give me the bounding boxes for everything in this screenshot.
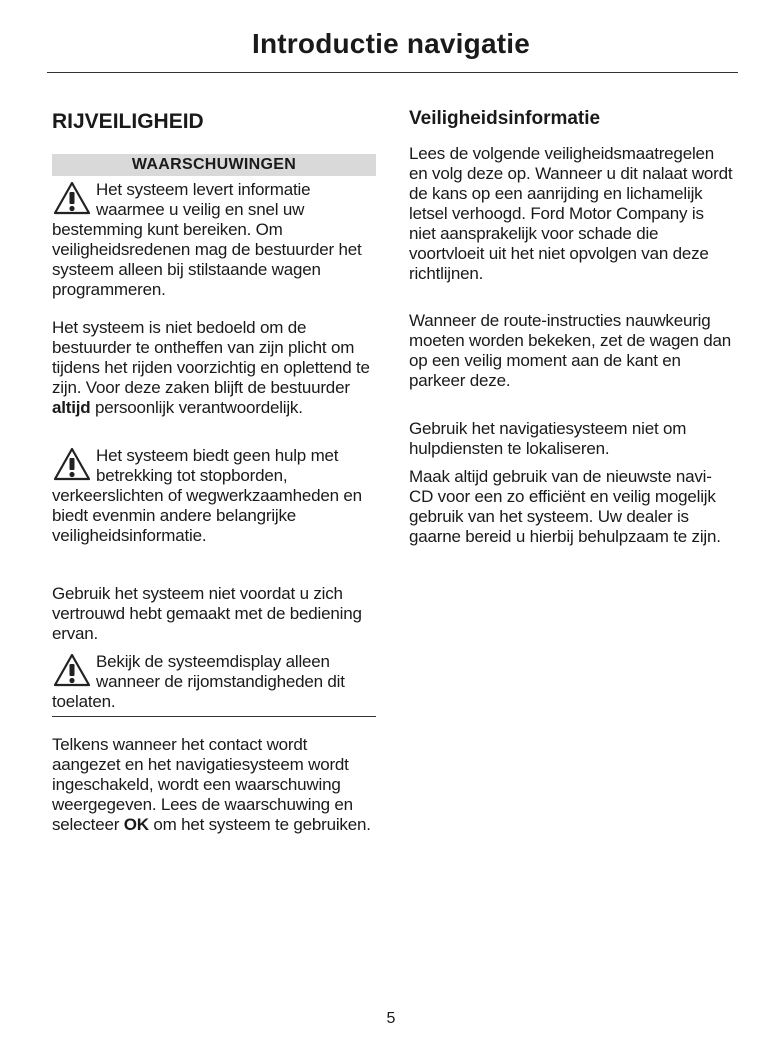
warning-block-2 [52, 446, 376, 546]
paragraph-navi-cd [409, 467, 734, 547]
warning-triangle-icon [52, 652, 92, 688]
para1-text-after: persoonlijk verantwoordelijk. [90, 398, 303, 417]
page-number: 5 [386, 1010, 396, 1027]
paragraph-route-instructions [409, 311, 734, 391]
paragraph-emergency-services [409, 419, 734, 459]
paragraph-safety-measures-text: Lees de volgende veiligheidsmaatregelen en volg deze op. Wanneer u dit nalaat wordt de kans op een aanrijding en lichamelijk letsel verhoogd. Ford Motor Company is niet aansprakelijk voor schade die voortvloeit uit het niet opvolgen van deze richtlijnen. [409, 144, 733, 283]
warning-triangle-icon [52, 446, 92, 482]
warning-triangle-icon [52, 180, 92, 216]
paragraph-emergency-services-text: Gebruik het navigatiesysteem niet om hulpdiensten te lokaliseren. [409, 419, 687, 458]
warning-block-1 [52, 180, 376, 300]
paragraph-responsibility-text [52, 318, 376, 418]
warning-text-1: Het systeem levert informatie waarmee u veilig en snel uw bestemming kunt bereiken. Om veiligheidsredenen mag de bestuurder het systeem alleen bij stilstaande wagen programmeren. [52, 180, 362, 299]
paragraph-safety-measures [409, 144, 734, 284]
paragraph-navi-cd-text: Maak altijd gebruik van de nieuwste navi-CD voor een zo efficiënt en veilig mogelijk gebruik van het systeem. Uw dealer is gaarne bereid u hierbij behulpzaam te zijn. [409, 467, 721, 546]
para1-text-before: Het systeem is niet bedoeld om de bestuurder te ontheffen van zijn plicht om tijdens het rijden voorzichtig en oplettend te zijn. Voor deze zaken blijft de bestuurder [52, 318, 370, 397]
warnings-banner: WAARSCHUWINGEN [52, 154, 376, 176]
paragraph-startup-warning [52, 735, 376, 835]
warning-block-3 [52, 652, 376, 712]
para1-bold: altijd [52, 398, 91, 417]
para3-text-after: om het systeem te gebruiken. [148, 815, 371, 834]
para3-bold-ok: OK [123, 815, 149, 834]
page-title: Introductie navigatie [251, 28, 531, 59]
warning-text-2: Het systeem biedt geen hulp met betrekking tot stopborden, verkeerslichten of wegwerkzaamheden en biedt evenmin andere belangrijke veiligheidsinformatie. [52, 446, 362, 545]
paragraph-familiarize [52, 584, 376, 644]
para3-text-before: Telkens wanneer het contact wordt aangezet en het navigatiesysteem wordt ingeschakeld, wordt een waarschuwing weergegeven. Lees de waarschuwing en selecteer [52, 735, 353, 834]
section-heading-rijveiligheid: RIJVEILIGHEID [52, 110, 204, 133]
paragraph-responsibility [52, 318, 376, 418]
section-heading-veiligheidsinformatie: Veiligheidsinformatie [409, 108, 601, 129]
paragraph-startup-warning-text [52, 735, 376, 835]
warnings-end-divider [52, 716, 376, 717]
paragraph-route-instructions-text: Wanneer de route-instructies nauwkeurig moeten worden bekeken, zet de wagen dan op een veilig moment aan de kant en parkeer deze. [409, 311, 732, 390]
paragraph-familiarize-text: Gebruik het systeem niet voordat u zich vertrouwd hebt gemaakt met de bediening ervan. [52, 584, 362, 643]
warning-text-3: Bekijk de systeemdisplay alleen wanneer de rijomstandigheden dit toelaten. [52, 652, 345, 711]
title-divider [47, 72, 738, 73]
